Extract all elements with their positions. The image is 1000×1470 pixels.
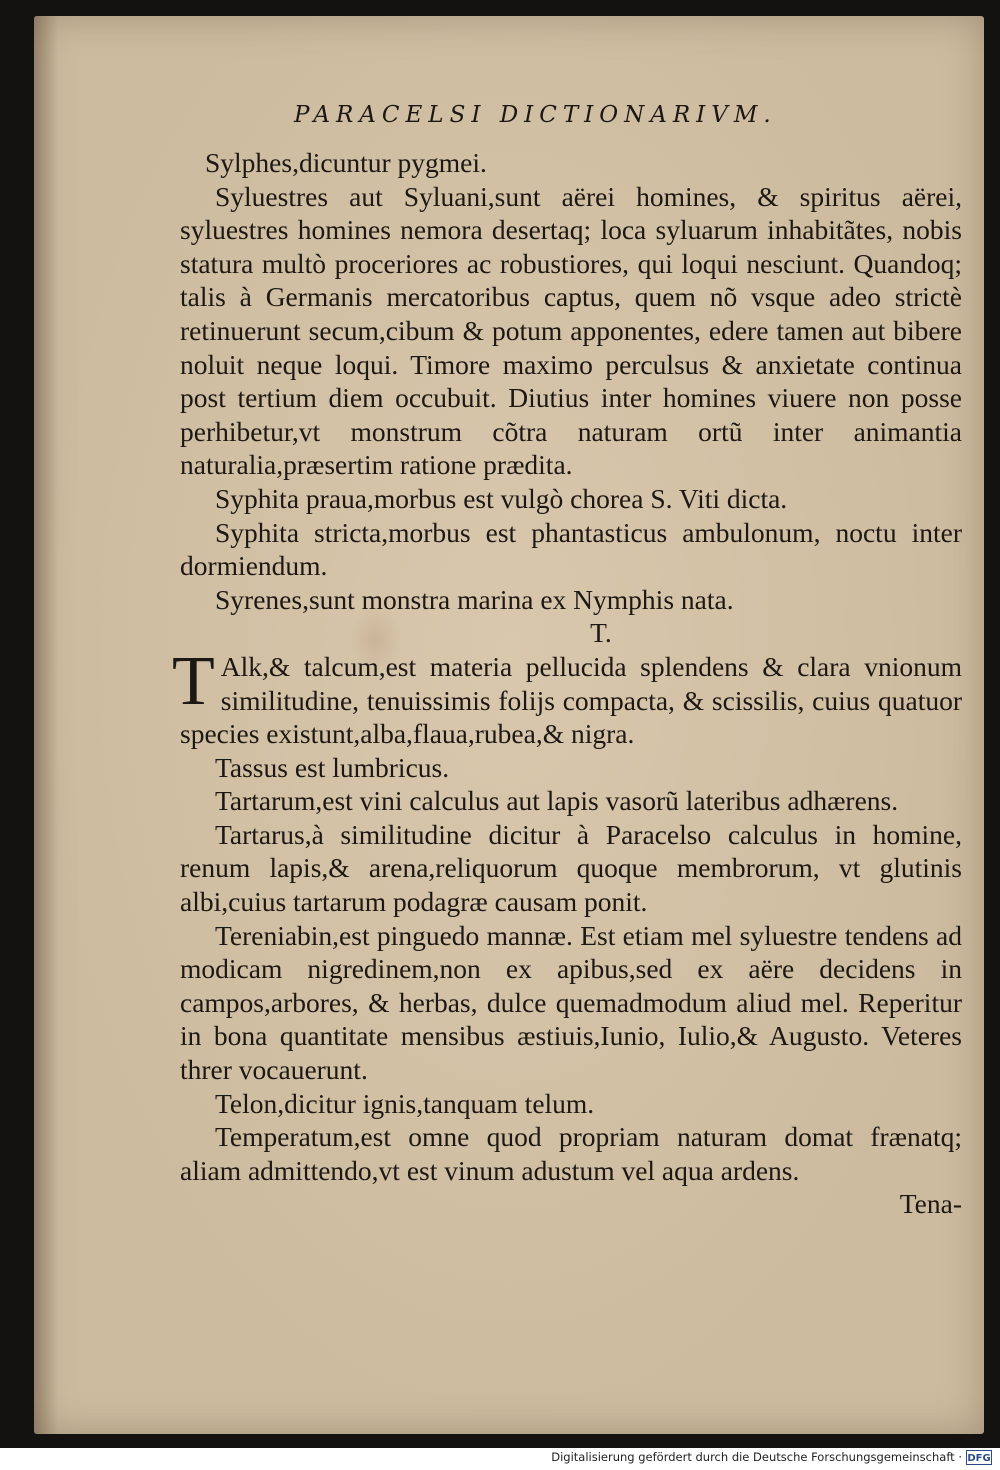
dictionary-body <box>172 146 962 1221</box>
entry-syluestres: Syluestres aut Syluani,sunt aërei homines, & spiritus aërei, syluestres homines nemora desertaq; loca syluarum inhabitãtes, nobis statura multò proceriores ac robustiores, qui loqui nesciunt. Quandoq; talis à Germanis mercatoribus captus, quem nõ vsque adeo strictè retinuerunt secum,cibum & potum apponentes, edere tamen aut bibere noluit neque loqui. Timore maximo perculsus & anxietate continua post tertium diem occubuit. Diutius inter homines viuere non posse perhibetur,vt monstrum cõtra naturam ortũ inter animantia naturalia,præsertim ratione prædita. <box>180 180 962 481</box>
digitization-credit: Digitalisierung gefördert durch die Deutsche Forschungsgemeinschaft · <box>551 1450 962 1464</box>
drop-cap-initial: T <box>172 642 215 720</box>
book-page <box>34 16 984 1434</box>
section-heading-t: T. <box>590 617 612 649</box>
entry-syphita-stricta: Syphita stricta,morbus est phantasticus ambulonum, noctu inter dormiendum. <box>180 516 962 582</box>
entry-tassus: Tassus est lumbricus. <box>215 751 450 783</box>
entry-temperatum: Temperatum,est omne quod propriam naturam domat frænatq; aliam admittendo,vt est vinum adustum vel aqua ardens. <box>180 1121 962 1186</box>
running-head: PARACELSI DICTIONARIVM. <box>294 102 777 128</box>
entry-syphita-praua: Syphita praua,morbus est vulgò chorea S. Viti dicta. <box>215 482 788 514</box>
entry-tartarum: Tartarum,est vini calculus aut lapis vasorũ lateribus adhærens. <box>215 785 899 817</box>
page-gutter-shadow <box>34 16 58 1434</box>
entry-tartarus: Tartarus,à similitudine dicitur à Paracelso calculus in homine, renum lapis,& arena,reliquorum quoque membrorum, vt glutinis albi,cuius tartarum podagræ causam ponit. <box>180 818 962 918</box>
entry-tereniabin: Tereniabin,est pinguedo mannæ. Est etiam mel syluestre tendens ad modicam nigredinem,non ex apibus,sed ex aëre decidens in campos,arbores, & herbas, dulce quemadmodum aliud mel. Reperitur in bona quantitate mensibus æstiuis,Iunio, Iulio,& Augusto. Veteres threr vocauerunt. <box>180 919 962 1086</box>
entry-telon: Telon,dicitur ignis,tanquam telum. <box>215 1087 595 1119</box>
entry-sylphes: Sylphes,dicuntur pygmei. <box>205 147 487 178</box>
catchword: Tena- <box>899 1188 962 1220</box>
entry-syrenes: Syrenes,sunt monstra marina ex Nymphis nata. <box>215 583 734 615</box>
dfg-logo: DFG <box>966 1450 992 1465</box>
entry-talk <box>172 642 962 751</box>
entry-talk-text: Alk,& talcum,est materia pellucida splendens & clara vnionum similitudine, tenuissimis folijs compacta, & scissilis, cuius quatuor species existunt,alba,flaua,rubea,& nigra. <box>180 650 962 750</box>
